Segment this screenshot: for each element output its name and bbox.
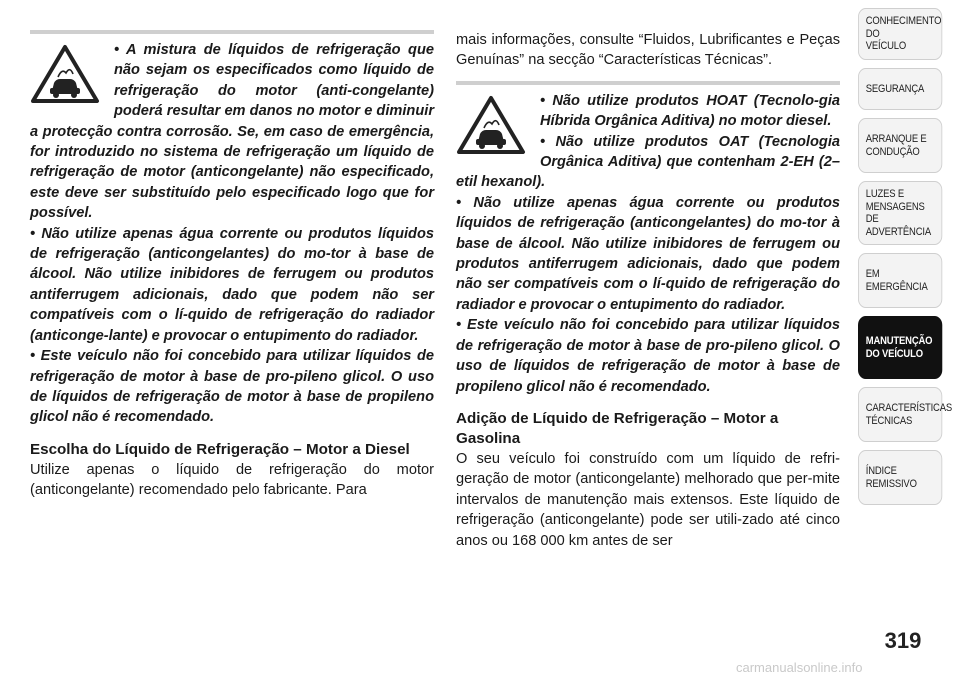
warning-item: • Este veículo não foi concebido para utilizar líquidos de refrigeração de motor à base de pro-pileno glicol. O uso de líquidos de refrigeração de motor à base de propileno glicol não é recomendado.	[30, 348, 434, 426]
tab-manutencao-do-veiculo[interactable]: MANUTENÇÃO DO VEÍCULO	[858, 316, 942, 379]
section-heading: Escolha do Líquido de Refrigeração – Motor a Diesel	[30, 440, 410, 458]
warning-item: • Não utilize produtos HOAT (Tecnolo-gia Híbrida Orgânica Aditiva) no motor diesel.	[540, 92, 840, 130]
warning-car-icon	[456, 95, 526, 155]
tab-conhecimento-do-veiculo[interactable]: CONHECIMENTO DO VEÍCULO	[858, 8, 942, 60]
warning-item: • Não utilize apenas água corrente ou produtos líquidos de refrigeração (anticongelantes) do mo-tor à base de álcool. Não utilize inibidores de ferrugem ou produtos antiferrugem adicionais, dado que podem não ser compatíveis com o lí-quido de refrigeração do radiador e provocar o entupimento do radiador.	[456, 194, 840, 313]
body-paragraph: Utilize apenas o líquido de refrigeração do motor (anticongelante) recomendado pelo fabricante. Para	[30, 461, 434, 499]
tab-seguranca[interactable]: SEGURANÇA	[858, 68, 942, 111]
intro-paragraph: mais informações, consulte “Fluidos, Lubrificantes e Peças Genuínas” na secção “Características Técnicas”.	[456, 32, 840, 69]
tab-em-emergencia[interactable]: EM EMERGÊNCIA	[858, 253, 942, 308]
watermark-footer: carmanualsonline.info	[736, 660, 863, 675]
tab-indice-remissivo[interactable]: ÍNDICE REMISSIVO	[858, 450, 942, 505]
warning-car-icon	[30, 44, 100, 104]
left-column	[30, 30, 434, 501]
warning-item: • A mistura de líquidos de refrigeração que não sejam os especificados como líquido de refrigeração do motor (anti-congelante) poderá resultar em danos no motor e diminuir a protecção contra corrosão. Se, em caso de emergência, for introduzido no sistema de refrigeração um líquido de refrigeração de motor (anticongelante) não especificado, este deve ser substituído pelo especificado logo que for possível.	[30, 42, 434, 222]
warning-block	[456, 91, 840, 397]
tab-arranque-e-conducao[interactable]: ARRANQUE E CONDUÇÃO	[858, 118, 942, 173]
tab-luzes-e-mensagens[interactable]: LUZES E MENSAGENS DE ADVERTÊNCIA	[858, 181, 942, 245]
page-number: 319	[884, 628, 922, 653]
tab-caracteristicas-tecnicas[interactable]: CARACTERÍSTICAS TÉCNICAS	[858, 387, 942, 442]
right-column	[456, 30, 840, 551]
section-heading: Adição de Líquido de Refrigeração – Motor a Gasolina	[456, 409, 779, 447]
warning-divider	[30, 30, 434, 34]
body-paragraph: O seu veículo foi construído com um líquido de refri-geração de motor (anticongelante) melhorado que per-mite intervalos de manutenção mais extensos. Este líquido de refrigeração (anticongelante) pode ser utili-zado até cinco anos ou 168 000 km antes de ser	[456, 450, 840, 549]
warning-item: • Não utilize apenas água corrente ou produtos líquidos de refrigeração (anticongelantes) do mo-tor à base de álcool. Não utilize inibidores de ferrugem ou produtos antiferrugem adicionais, dado que podem não ser compatíveis com o lí-quido de refrigeração do radiador (anticonge-lante) e provocar o entupimento do radiador.	[30, 225, 434, 344]
chapter-tabs	[858, 8, 958, 513]
warning-item: • Este veículo não foi concebido para utilizar líquidos de refrigeração de motor à base de pro-pileno glicol. O uso de líquidos de refrigeração de motor à base de propileno glicol não é recomendado.	[456, 317, 840, 395]
warning-item: • Não utilize produtos OAT (Tecnologia Orgânica Aditiva) que contenham 2-EH (2–etil hexanol).	[456, 133, 840, 191]
warning-block	[30, 40, 434, 428]
warning-divider	[456, 81, 840, 85]
